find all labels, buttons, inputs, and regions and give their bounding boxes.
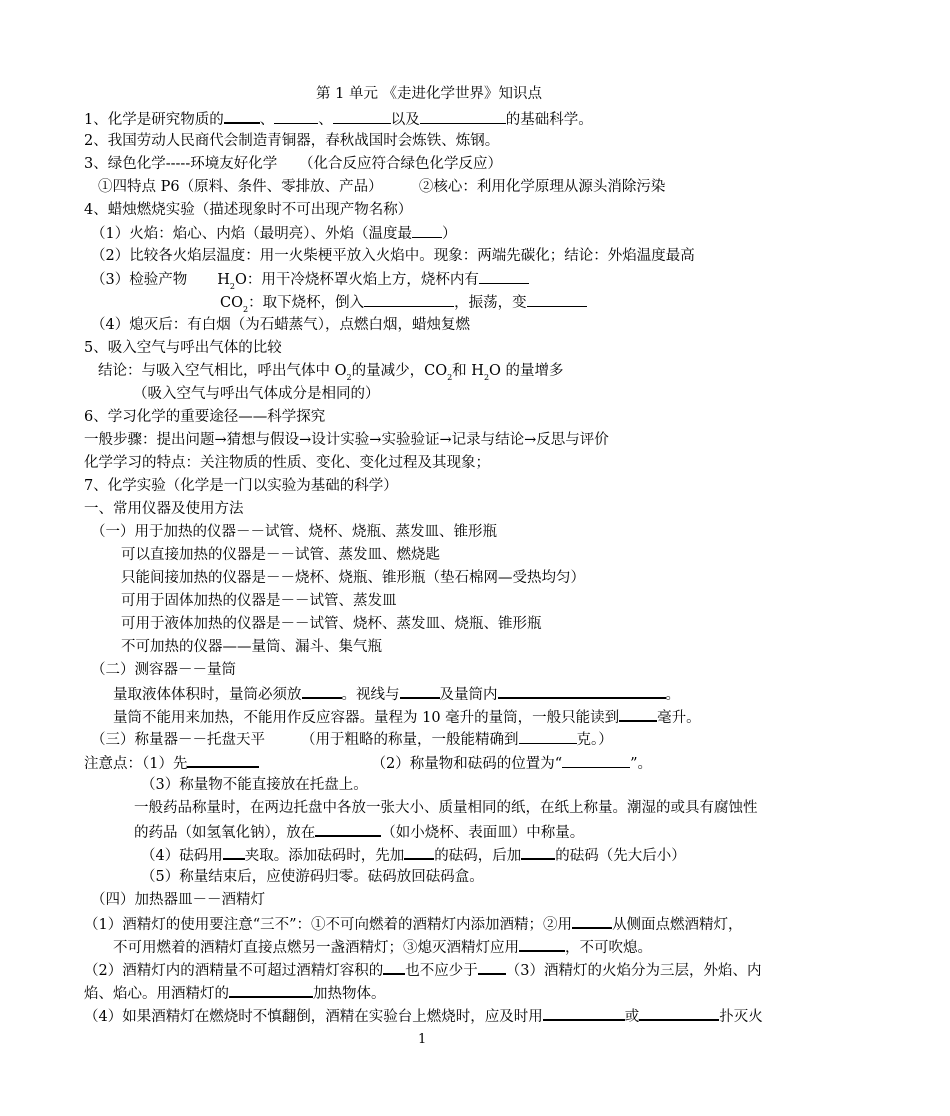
blank <box>527 292 587 307</box>
blank <box>274 109 318 124</box>
line-21: 只能间接加热的仪器是－－烧杯、烧瓶、锥形瓶（垫石棉网—受热均匀） <box>121 570 585 586</box>
line-16: 化学学习的特点：关注物质的性质、变化、变化过程及其现象； <box>84 455 490 471</box>
line-32: 的药品（如氢氧化钠），放在 （如小烧杯、表面皿）中称量。 <box>134 821 584 843</box>
line-25: （二）测容器－－量筒 <box>91 662 236 678</box>
line-12: 结论：与吸入空气相比，呼出气体中 $O_2$的量减少，$CO_2$和 $H_2O$ 的量增多 <box>98 363 564 382</box>
line-29: 注意点：（1）先 （2）称量物和砝码的位置为“ ”。 <box>84 752 652 774</box>
line-13: （吸入空气与呼出气体成分是相同的） <box>133 386 380 402</box>
line-28: （三）称量器－－托盘天平 （用于粗略的称量，一般能精确到 克。） <box>91 729 613 750</box>
line-8: （3）检验产物 $H_2O$：用干冷烧杯罩火焰上方，烧杯内有 <box>91 269 529 292</box>
page-title: 第 1 单元 《走进化学世界》知识点 <box>316 86 543 102</box>
line-17: 7、化学实验（化学是一门以实验为基础的科学） <box>84 478 398 494</box>
blank <box>519 936 565 952</box>
line-18: 一、常用仪器及使用方法 <box>84 501 244 517</box>
blank <box>223 844 245 860</box>
line-4: ①四特点 P6（原料、条件、零排放、产品） ②核心：利用化学原理从源头消除污染 <box>98 179 666 195</box>
blank <box>315 821 381 837</box>
line-19: （一）用于加热的仪器－－试管、烧杯、烧瓶、蒸发皿、锥形瓶 <box>91 524 497 540</box>
blank <box>333 109 391 124</box>
line-40: （4）如果酒精灯在燃烧时不慎翻倒，酒精在实验台上燃烧时，应及时用 或 扑灭火 <box>84 1005 763 1027</box>
line-10: （4）熄灭后：有白烟（为石蜡蒸气），点燃白烟，蜡烛复燃 <box>91 317 470 333</box>
line-34: （5）称量结束后，应使游码归零。砝码放回砝码盒。 <box>141 869 484 885</box>
blank <box>400 683 440 699</box>
blank <box>639 1005 719 1021</box>
line-39: 焰、焰心。用酒精灯的 加热物体。 <box>84 982 386 1004</box>
line-35: （四）加热器皿－－酒精灯 <box>91 892 265 908</box>
blank <box>479 269 529 284</box>
blank <box>229 982 313 998</box>
line-26: 量取液体体积时，量筒必须放 。视线与 及量筒内 。 <box>113 683 680 705</box>
line-9: $CO_2$：取下烧杯，倒入 ，振荡，变 <box>220 292 587 315</box>
blank <box>412 223 442 238</box>
blank <box>383 959 405 975</box>
line-1: 1、化学是研究物质的 、 、 以及 的基础科学。 <box>84 108 593 130</box>
blank <box>519 729 577 744</box>
blank <box>521 844 555 860</box>
blank <box>364 292 454 307</box>
line-7: （2）比较各火焰层温度：用一火柴梗平放入火焰中。现象：两端先碳化；结论：外焰温度最高 <box>91 248 695 264</box>
blank <box>224 108 260 124</box>
blank <box>404 844 434 860</box>
line-30: （3）称量物不能直接放在托盘上。 <box>141 777 368 793</box>
line-38: （2）酒精灯内的酒精量不可超过酒精灯容积的 也不应少于 （3）酒精灯的火焰分为三层，外焰、内 <box>84 959 761 981</box>
line-15: 一般步骤：提出问题→猜想与假设→设计实验→实验验证→记录与结论→反思与评价 <box>84 432 609 448</box>
blank <box>478 959 506 975</box>
blank <box>302 683 342 699</box>
line-2: 2、我国劳动人民商代会制造青铜器，春秋战国时会炼铁、炼钢。 <box>84 133 500 149</box>
line-22: 可用于固体加热的仪器是－－试管、蒸发皿 <box>121 593 397 609</box>
blank <box>619 706 657 722</box>
line-27: 量筒不能用来加热，不能用作反应容器。量程为 10 毫升的量筒，一般只能读到 毫升。 <box>113 706 701 728</box>
line-6: （1）火焰：焰心、内焰（最明亮）、外焰（温度最 ） <box>91 223 456 244</box>
line-5: 4、蜡烛燃烧实验（描述现象时不可出现产物名称） <box>84 202 413 218</box>
blank <box>543 1005 625 1021</box>
blank <box>498 683 666 699</box>
page-number: 1 <box>418 1032 427 1047</box>
line-20: 可以直接加热的仪器是－－试管、蒸发皿、燃烧匙 <box>121 547 440 563</box>
line-37: 不可用燃着的酒精灯直接点燃另一盏酒精灯；③熄灭酒精灯应用 ，不可吹熄。 <box>113 936 652 958</box>
line-31: 一般药品称量时，在两边托盘中各放一张大小、质量相同的纸，在纸上称量。潮湿的或具有腐蚀性 <box>134 800 758 816</box>
line-3: 3、绿色化学-----环境友好化学 （化合反应符合绿色化学反应） <box>84 156 502 172</box>
line-33: （4）砝码用 夹取。添加砝码时，先加 的砝码，后加 的砝码（先大后小） <box>141 844 686 866</box>
blank <box>420 109 506 124</box>
line-11: 5、吸入空气与呼出气体的比较 <box>84 340 282 356</box>
blank <box>187 752 259 768</box>
line-23: 可用于液体加热的仪器是－－试管、烧杯、蒸发皿、烧瓶、锥形瓶 <box>121 616 542 632</box>
blank <box>572 913 612 929</box>
line-36: （1）酒精灯的使用要注意“三不”：①不可向燃着的酒精灯内添加酒精；②用 从侧面点燃酒精灯， <box>84 913 743 935</box>
line-24: 不可加热的仪器——量筒、漏斗、集气瓶 <box>121 639 382 655</box>
line-14: 6、学习化学的重要途径——科学探究 <box>84 409 326 425</box>
blank <box>562 753 630 768</box>
